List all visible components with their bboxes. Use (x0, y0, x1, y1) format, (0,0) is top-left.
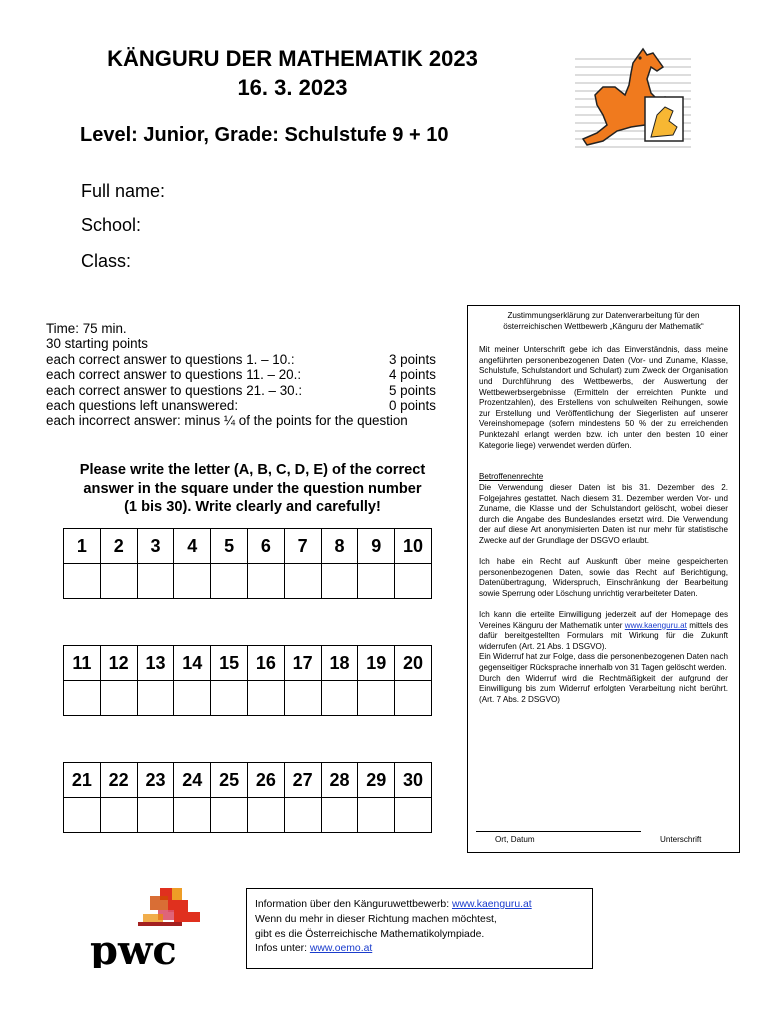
scoring-rule-label: each correct answer to questions 1. – 10.: (46, 351, 295, 367)
consent-paragraph: Durch den Widerruf wird die Rechtmäßigkeit der aufgrund der Einwilligung bis zum Widerruf erfolgten Verarbeitung nicht berührt. (Art. 7 Abs. 2 DSGVO) (479, 673, 728, 704)
question-number: 21 (64, 763, 101, 798)
starting-points-rule: 30 starting points (46, 336, 148, 352)
question-number: 9 (358, 529, 395, 564)
answer-box[interactable] (174, 681, 211, 716)
signature-label: Unterschrift (660, 835, 702, 844)
question-number: 28 (321, 763, 358, 798)
question-number: 16 (247, 646, 284, 681)
info-line (255, 898, 584, 913)
answer-box[interactable] (247, 798, 284, 833)
answer-box[interactable] (321, 681, 358, 716)
scoring-rule-points: 3 points (389, 351, 436, 367)
kaenguru-link[interactable]: www.kaenguru.at (451, 899, 532, 910)
consent-paragraph: Die Verwendung dieser Daten ist bis 31. Dezember des 2. Folgejahres gestattet. Nach diesem 31. Dezember werden Vor- und Zuname, die Klasse und der Schulstandort gelöscht, wobei dieser durch die Angabe des Bundeslandes ersetzt wird. Die Verwendung der auf diese Art anonymisierten Daten ist nur mehr für statistische Zwecke auf der Grundlage der DSGVO erlaubt. (479, 482, 728, 545)
signature-line[interactable] (476, 831, 641, 832)
question-number-row (64, 529, 432, 564)
consent-declaration (467, 305, 740, 853)
answer-box[interactable] (321, 798, 358, 833)
question-number: 5 (211, 529, 248, 564)
question-number: 11 (64, 646, 101, 681)
answer-box[interactable] (100, 681, 137, 716)
scoring-rule-label: each questions left unanswered: (46, 397, 239, 413)
question-number: 18 (321, 646, 358, 681)
time-rule: Time: 75 min. (46, 321, 127, 336)
question-number: 26 (247, 763, 284, 798)
question-number: 20 (395, 646, 432, 681)
answer-box[interactable] (137, 564, 174, 599)
answer-row (64, 681, 432, 716)
answer-box[interactable] (174, 798, 211, 833)
answer-box[interactable] (321, 564, 358, 599)
question-number-row (64, 646, 432, 681)
question-number: 14 (174, 646, 211, 681)
scoring-rule-points: 0 points (389, 397, 436, 413)
consent-text: Ich kann die erteilte Einwilligung jederzeit auf der Homepage des Vereines Känguru der Mathematik unter (479, 610, 728, 630)
question-number: 10 (395, 529, 432, 564)
info-text: Information über den Känguruwettbewerb: (255, 899, 452, 910)
question-number: 29 (358, 763, 395, 798)
answer-box[interactable] (100, 798, 137, 833)
consent-paragraph: Mit meiner Unterschrift gebe ich das Einverständnis, dass meine angeführten personenbezogenen Daten (Vor- und Zuname, Klasse, Schulstufe, Schulstandort und Schulart) zum Zweck der Organisation und Durchführung des Wettbewerbs, der Auswertung der Wettbewerbsergebnisse (Ermitteln der erreichten Punkte und Prozentzahlen), des Erstellens von schulweiten Reihungen, sowie zur Erstellung und Veröffentlichung der Siegerlisten auf unserer Vereinshomepage (sofern mindestens 50 % der zu erreichenden Punktezahl erlangt werden bzw. ich unter den besten 10 einer Kategorie liege) verwendet werden dürfen. (479, 345, 728, 450)
rights-heading: Betroffenenrechte (479, 472, 544, 482)
answer-box[interactable] (211, 798, 248, 833)
answer-box[interactable] (211, 564, 248, 599)
question-number: 17 (284, 646, 321, 681)
answer-grid-21-30 (63, 762, 432, 833)
info-line (255, 942, 584, 957)
pwc-logo (88, 886, 203, 968)
kangaroo-logo (573, 45, 693, 155)
consent-heading (479, 311, 728, 332)
consent-heading-line: österreichischen Wettbewerb „Känguru der Mathematik“ (503, 321, 704, 331)
answer-box[interactable] (100, 564, 137, 599)
answer-box[interactable] (395, 798, 432, 833)
scoring-rule (46, 367, 446, 382)
question-number: 30 (395, 763, 432, 798)
contest-title: KÄNGURU DER MATHEMATIK 2023 (107, 46, 478, 71)
answer-box[interactable] (284, 681, 321, 716)
answer-grid-11-20 (63, 645, 432, 716)
info-text: Infos unter: (255, 943, 310, 955)
contest-date: 16. 3. 2023 (237, 75, 348, 100)
answer-box[interactable] (137, 681, 174, 716)
level-line: Level: Junior, Grade: Schulstufe 9 + 10 (80, 124, 449, 146)
question-number: 25 (211, 763, 248, 798)
answer-box[interactable] (284, 564, 321, 599)
answer-box[interactable] (358, 681, 395, 716)
info-line: gibt es die Österreichische Mathematikolympiade. (255, 928, 485, 940)
scoring-rule (46, 383, 446, 398)
answer-row (64, 564, 432, 599)
instruction-line: Please write the letter (A, B, C, D, E) of the correct (79, 462, 426, 478)
incorrect-rule: each incorrect answer: minus ¼ of the points for the question (46, 413, 408, 429)
answer-box[interactable] (247, 681, 284, 716)
answer-box[interactable] (64, 681, 101, 716)
kaenguru-link[interactable]: www.kaenguru.at (624, 620, 687, 630)
question-number: 19 (358, 646, 395, 681)
answer-box[interactable] (395, 681, 432, 716)
question-number: 23 (137, 763, 174, 798)
question-number: 22 (100, 763, 137, 798)
question-number: 24 (174, 763, 211, 798)
question-number: 13 (137, 646, 174, 681)
info-box (246, 888, 593, 969)
question-number: 2 (100, 529, 137, 564)
place-date-label: Ort, Datum (495, 835, 535, 844)
question-number: 27 (284, 763, 321, 798)
answer-box[interactable] (211, 681, 248, 716)
answer-box[interactable] (64, 564, 101, 599)
question-number: 6 (247, 529, 284, 564)
scoring-rule-label: each correct answer to questions 11. – 20.: (46, 367, 302, 383)
question-number: 15 (211, 646, 248, 681)
consent-heading-line: Zustimmungserklärung zur Datenverarbeitung für den (507, 311, 700, 320)
pwc-wordmark: pwc (90, 927, 177, 968)
consent-paragraph: Ein Widerruf hat zur Folge, dass die personenbezogenen Daten nach gegenseitiger Rücksprache innerhalb von 31 Tagen gelöscht werden. (479, 652, 728, 672)
answer-instructions (55, 461, 450, 517)
answer-box[interactable] (137, 798, 174, 833)
scoring-rules (46, 321, 446, 429)
answer-grid-1-10 (63, 528, 432, 599)
question-number: 3 (137, 529, 174, 564)
answer-box[interactable] (64, 798, 101, 833)
scoring-rule-points: 4 points (389, 367, 436, 383)
consent-text: mittels des dafür bereitgestellten Formulars mit Wirkung für die Zukunft widerrufen (Art. 21 Abs. 1 DSGVO). (479, 620, 728, 651)
answer-box[interactable] (395, 564, 432, 599)
answer-box[interactable] (358, 798, 395, 833)
class-label: Class: (81, 251, 132, 271)
scoring-rule-label: each correct answer to questions 21. – 30.: (46, 382, 303, 398)
answer-row (64, 798, 432, 833)
answer-box[interactable] (174, 564, 211, 599)
question-number: 1 (64, 529, 101, 564)
question-number: 8 (321, 529, 358, 564)
question-number: 12 (100, 646, 137, 681)
school-label: School: (81, 215, 142, 235)
question-number: 7 (284, 529, 321, 564)
full-name-label: Full name: (81, 181, 166, 201)
scoring-rule (46, 352, 446, 367)
oemo-link[interactable]: www.oemo.at (309, 943, 373, 955)
answer-box[interactable] (284, 798, 321, 833)
instruction-line: (1 bis 30). Write clearly and carefully! (124, 499, 381, 515)
consent-paragraph: Ich habe ein Recht auf Auskunft über meine gespeicherten personenbezogenen Daten, sowie das Recht auf Berichtigung, Datenübertragung, Widerspruch, Einschränkung der Bearbeitung sowie Sperrung oder Löschung unrichtig verarbeiteter Daten. (479, 557, 728, 598)
answer-box[interactable] (358, 564, 395, 599)
info-line: Wenn du mehr in dieser Richtung machen möchtest, (255, 913, 497, 925)
scoring-rule-points: 5 points (389, 382, 436, 398)
answer-box[interactable] (247, 564, 284, 599)
question-number-row (64, 763, 432, 798)
question-number: 4 (174, 529, 211, 564)
instruction-line: answer in the square under the question number (83, 480, 422, 497)
scoring-rule (46, 398, 446, 413)
consent-paragraph (479, 610, 728, 652)
